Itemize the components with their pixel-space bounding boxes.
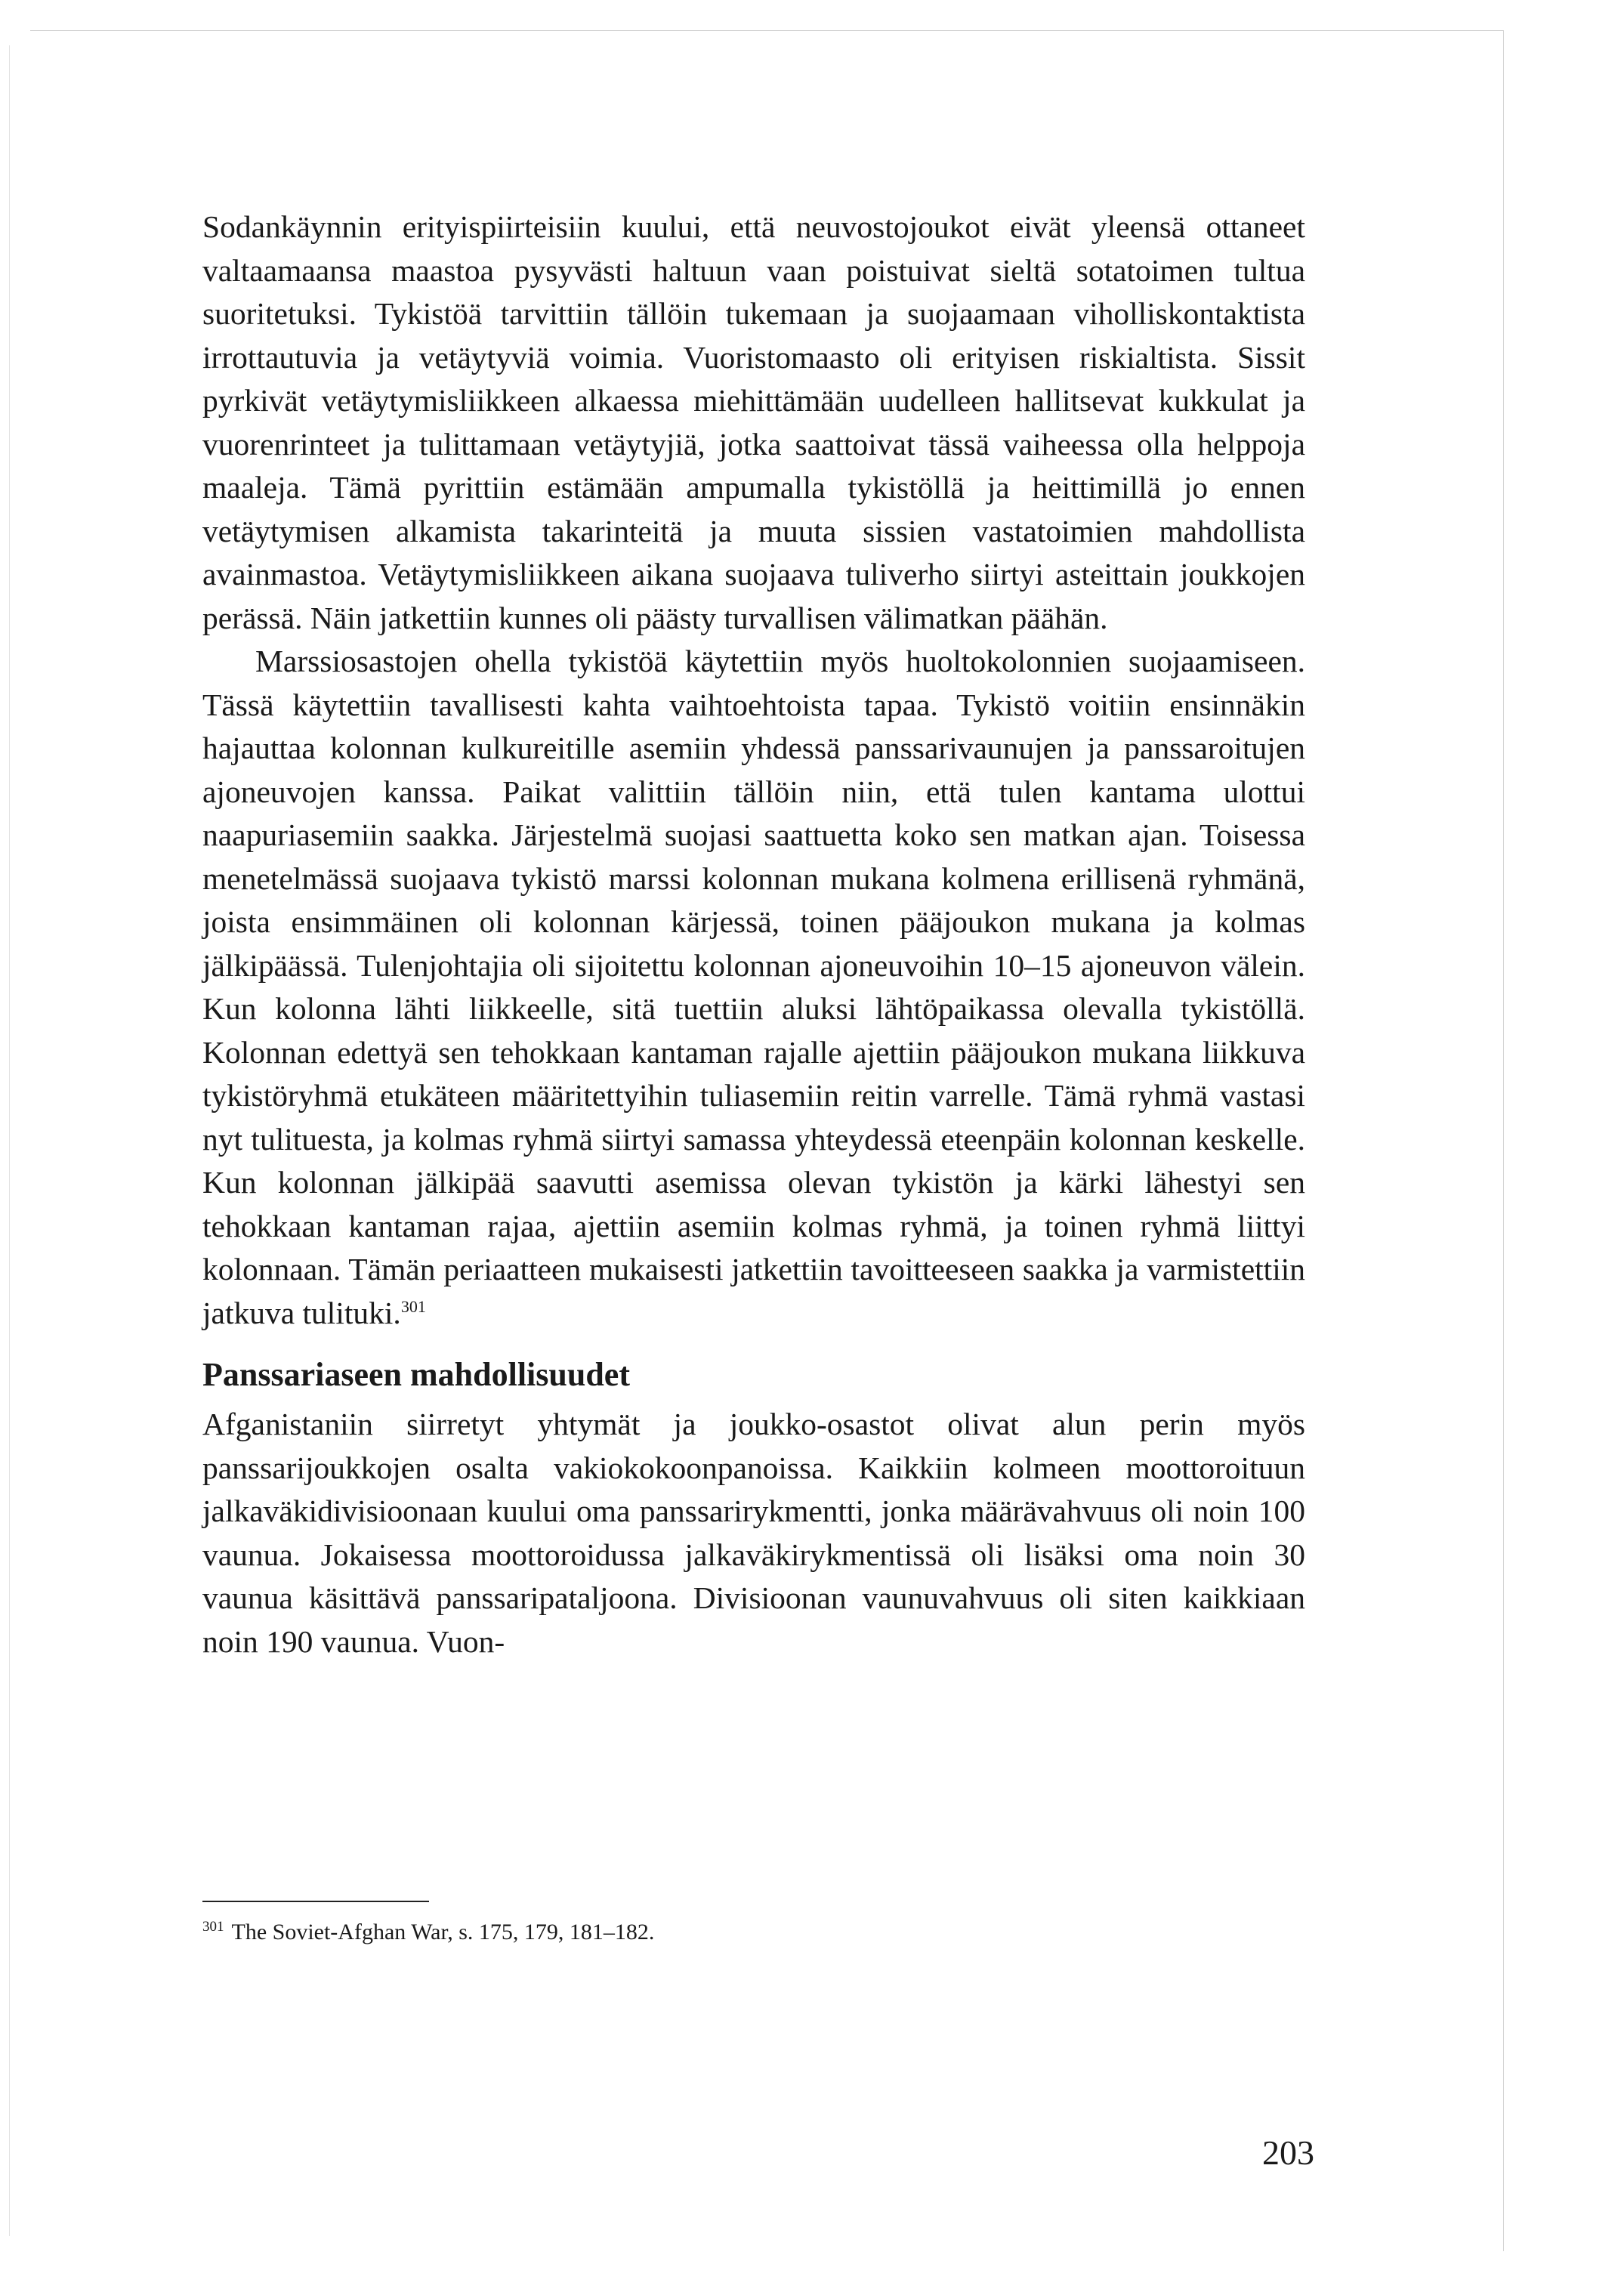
scan-edge-right xyxy=(1503,30,1504,2251)
body-text xyxy=(202,205,1305,1663)
scan-edge-top xyxy=(30,30,1503,31)
footnote-number: 301 xyxy=(202,1919,224,1935)
page-number: 203 xyxy=(1262,2133,1314,2172)
paragraph-2 xyxy=(202,640,1305,1335)
section-heading: Panssariaseen mahdollisuudet xyxy=(202,1356,630,1393)
scan-edge-left xyxy=(9,45,10,2236)
paragraph-2-text: Marssiosastojen ohella tykistöä käytettiin myös huoltokolonnien suojaamiseen. Tässä käytettiin tavallisesti kahta vaihtoehtoista tapaa. Tykistö voitiin ensinnäkin hajauttaa kolonnan kulkureitille asemiin yhdessä panssarivaunujen ja panssaroitujen ajoneuvojen kanssa. Paikat valittiin tällöin niin, että tulen kantama ulottui naapuriasemiin saakka. Järjestelmä suojasi saattuetta koko sen matkan ajan. Toisessa menetelmässä suojaava tykistö marssi kolonnan mukana kolmena erillisenä ryhmänä, joista ensimmäinen oli kolonnan kärjessä, toinen pääjoukon mukana ja kolmas jälkipäässä. Tulenjohtajia oli sijoitettu kolonnan ajoneuvoihin 10–15 ajoneuvon välein. Kun kolonna lähti liikkeelle, sitä tuettiin aluksi lähtöpaikassa olevalla tykistöllä. Kolonnan edettyä sen tehokkaan kantaman rajalle ajettiin pääjoukon mukana liikkuva tykistöryhmä etukäteen määritettyihin tuliasemiin reitin varrelle. Tämä ryhmä vastasi nyt tulituesta, ja kolmas ryhmä siirtyi samassa yhteydessä eteenpäin kolonnan keskelle. Kun kolonnan jälkipää saavutti asemissa olevan tykistön ja kärki lähestyi sen tehokkaan kantaman rajaa, ajettiin asemiin kolmas ryhmä, ja toinen ryhmä liittyi kolonnaan. Tämän periaatteen mukaisesti jatkettiin tavoitteeseen saakka ja varmistettiin jatkuva tulituki. xyxy=(202,644,1305,1330)
footnote-reference: 301 xyxy=(400,1296,426,1316)
footnote-text: The Soviet-Afghan War, s. 175, 179, 181–182. xyxy=(231,1920,655,1944)
paragraph-1: Sodankäynnin erityispiirteisiin kuului, että neuvostojoukot eivät yleensä ottaneet valtaamaansa maastoa pysyvästi haltuun vaan poistuivat sieltä sotatoimen tultua suoritetuksi. Tykistöä tarvittiin tällöin tukemaan ja suojaamaan viholliskontaktista irrottautuvia ja vetäytyviä voimia. Vuoristomaasto oli erityisen riskialtista. Sissit pyrkivät vetäytymisliikkeen alkaessa miehittämään uudelleen hallitsevat kukkulat ja vuorenrinteet ja tulittamaan vetäytyjiä, jotka saattoivat tässä vaiheessa olla helppoja maaleja. Tämä pyrittiin estämään ampumalla tykistöllä ja heittimillä jo ennen vetäytymisen alkamista takarinteitä ja muuta sissien vastatoimien mahdollista avainmastoa. Vetäytymisliikkeen aikana suojaava tuliverho siirtyi asteittain joukkojen perässä. Näin jatkettiin kunnes oli päästy turvallisen välimatkan päähän. xyxy=(202,209,1305,635)
section-paragraph: Afganistaniin siirretyt yhtymät ja joukko-osastot olivat alun perin myös panssarijoukkojen osalta vakiokokoonpanoissa. Kaikkiin kolmeen moottoroituun jalkaväkidivisioonaan kuului oma panssarirykmentti, jonka määrävahvuus oli noin 100 vaunua. Jokaisessa moottoroidussa jalkaväkirykmentissä oli lisäksi oma noin 30 vaunua käsittävä panssaripataljoona. Divisioonan vaunuvahvuus oli siten kaikkiaan noin 190 vaunua. Vuon- xyxy=(202,1407,1305,1659)
footnote xyxy=(202,1917,1305,1948)
footnote-rule xyxy=(202,1901,429,1902)
